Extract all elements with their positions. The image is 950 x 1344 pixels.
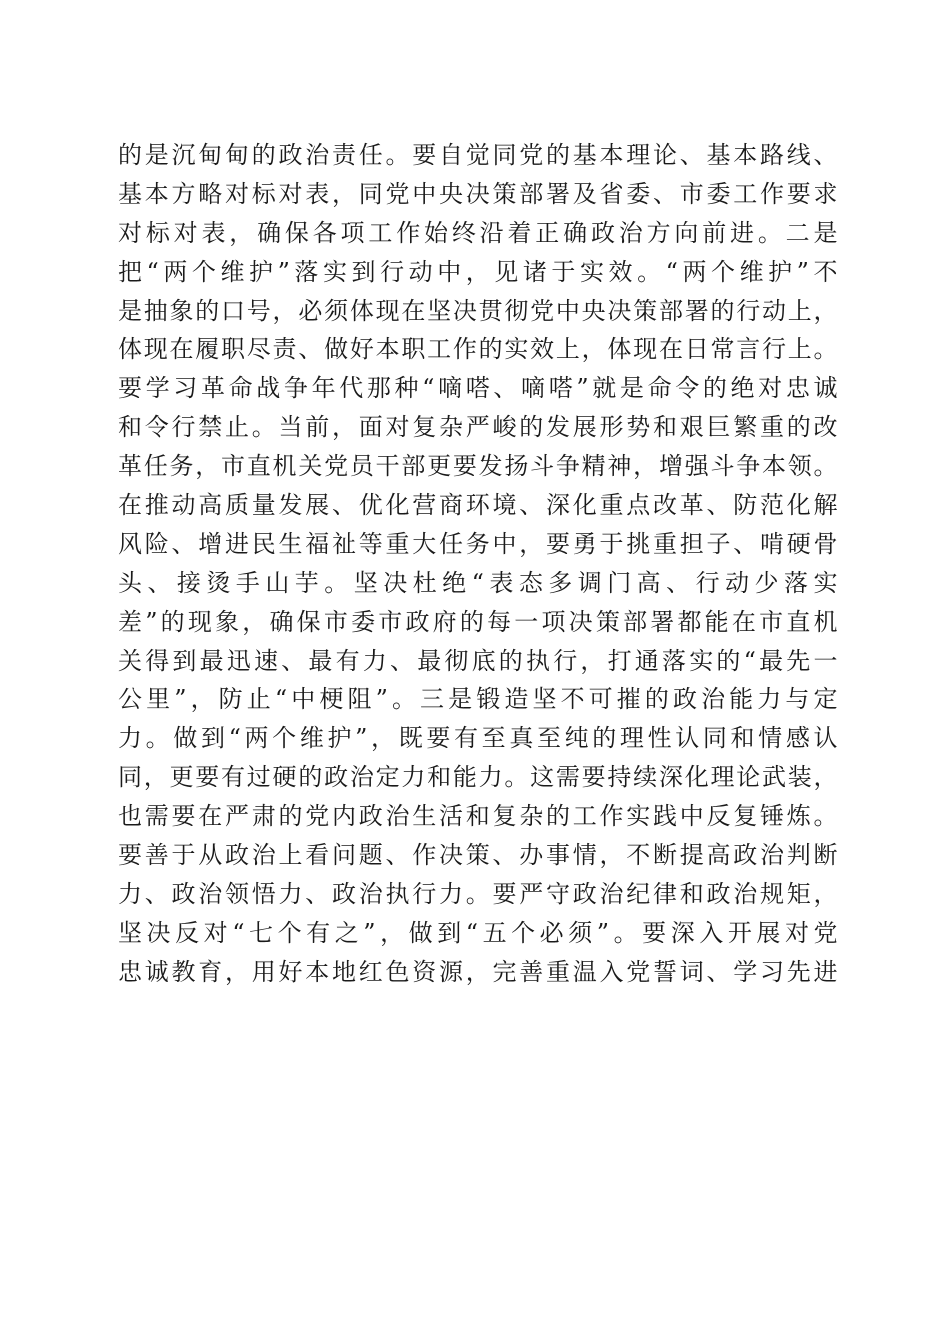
text-line: 要善于从政治上看问题、作决策、办事情，不断提高政治判断 (118, 841, 838, 870)
text-line: 差”的现象，确保市委市政府的每一项决策部署都能在市直机 (118, 607, 838, 636)
text-line: 也需要在严肃的党内政治生活和复杂的工作实践中反复锤炼。 (118, 802, 838, 831)
text-line: 是抽象的口号，必须体现在坚决贯彻党中央决策部署的行动上， (118, 296, 838, 325)
text-line: 要学习革命战争年代那种“嘀嗒、嘀嗒”就是命令的绝对忠诚 (118, 374, 838, 403)
text-line: 坚决反对“七个有之”，做到“五个必须”。要深入开展对党 (118, 918, 838, 947)
text-line: 同，更要有过硬的政治定力和能力。这需要持续深化理论武装， (118, 763, 838, 792)
text-line: 在推动高质量发展、优化营商环境、深化重点改革、防范化解 (118, 491, 838, 520)
text-line: 力。做到“两个维护”，既要有至真至纯的理性认同和情感认 (118, 724, 838, 753)
text-line: 头、接烫手山芋。坚决杜绝“表态多调门高、行动少落实 (118, 568, 838, 597)
text-line: 基本方略对标对表，同党中央决策部署及省委、市委工作要求 (118, 179, 838, 208)
text-line: 公里”，防止“中梗阻”。三是锻造坚不可摧的政治能力与定 (118, 685, 838, 714)
text-line: 的是沉甸甸的政治责任。要自觉同党的基本理论、基本路线、 (118, 141, 838, 169)
text-line: 把“两个维护”落实到行动中，见诸于实效。“两个维护”不 (118, 257, 838, 286)
body-paragraph (118, 136, 838, 992)
text-line: 风险、增进民生福祉等重大任务中，要勇于挑重担子、啃硬骨 (118, 529, 838, 558)
text-line: 忠诚教育，用好本地红色资源，完善重温入党誓词、学习先进 (118, 957, 838, 986)
text-line: 对标对表，确保各项工作始终沿着正确政治方向前进。二是 (118, 218, 838, 247)
text-line: 关得到最迅速、最有力、最彻底的执行，打通落实的“最先一 (118, 646, 838, 675)
text-line: 革任务，市直机关党员干部更要发扬斗争精神，增强斗争本领。 (118, 452, 838, 481)
text-line: 力、政治领悟力、政治执行力。要严守政治纪律和政治规矩， (118, 879, 838, 908)
text-line: 和令行禁止。当前，面对复杂严峻的发展形势和艰巨繁重的改 (118, 413, 838, 442)
text-line: 体现在履职尽责、做好本职工作的实效上，体现在日常言行上。 (118, 335, 838, 364)
